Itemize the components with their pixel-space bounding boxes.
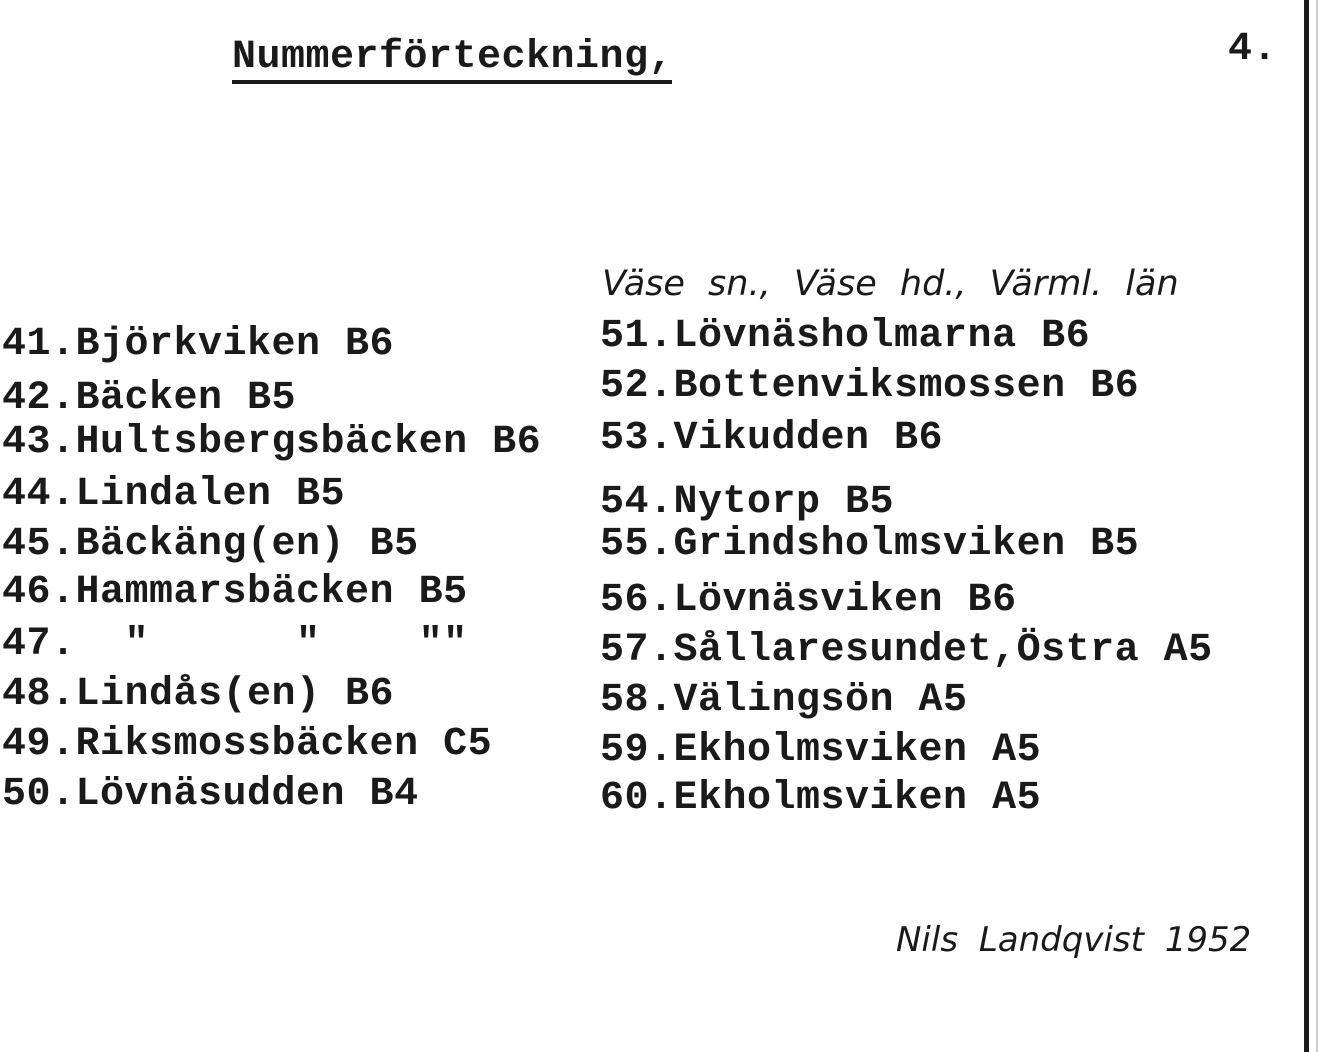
entry-54: 54.Nytorp B5 <box>600 480 895 525</box>
title-underline <box>232 80 672 84</box>
entry-52: 52.Bottenviksmossen B6 <box>600 364 1140 409</box>
page-number: 4. <box>1228 27 1278 72</box>
entry-55: 55.Grindsholmsviken B5 <box>600 522 1140 567</box>
entry-48: 48.Lindås(en) B6 <box>2 672 395 717</box>
entry-49: 49.Riksmossbäcken C5 <box>2 722 493 767</box>
entry-60: 60.Ekholmsviken A5 <box>600 776 1042 821</box>
entry-57: 57.Sållaresundet,Östra A5 <box>600 628 1213 673</box>
entry-44: 44.Lindalen B5 <box>2 472 346 517</box>
entry-58: 58.Välingsön A5 <box>600 678 968 723</box>
entry-50: 50.Lövnäsudden B4 <box>2 772 419 817</box>
document-title: Nummerförteckning, <box>232 35 674 80</box>
entry-56: 56.Lövnäsviken B6 <box>600 578 1017 623</box>
entry-45: 45.Bäckäng(en) B5 <box>2 522 419 567</box>
entry-42: 42.Bäcken B5 <box>2 376 297 421</box>
signature: Nils Landqvist 1952 <box>896 920 1252 960</box>
entry-59: 59.Ekholmsviken A5 <box>600 728 1042 773</box>
entry-46: 46.Hammarsbäcken B5 <box>2 570 468 615</box>
page-edge-line <box>1304 0 1309 1052</box>
entry-43: 43.Hultsbergsbäcken B6 <box>2 420 542 465</box>
page-edge-shadow <box>1316 0 1318 1052</box>
entry-53: 53.Vikudden B6 <box>600 416 944 461</box>
entry-51: 51.Lövnäsholmarna B6 <box>600 314 1091 359</box>
location-line: Väse sn., Väse hd., Värml. län <box>602 264 1179 304</box>
entry-41: 41.Björkviken B6 <box>2 322 395 367</box>
entry-47: 47. " " "" <box>2 622 468 667</box>
